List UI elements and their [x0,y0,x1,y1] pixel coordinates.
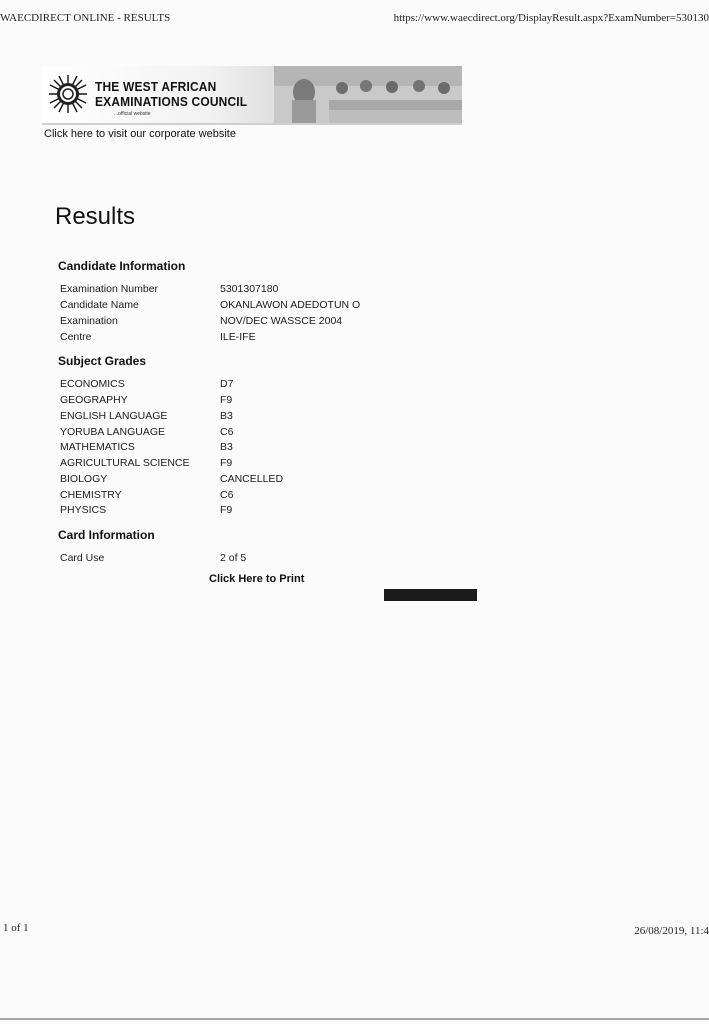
waec-banner[interactable] [42,66,462,124]
subject-name: PHYSICS [60,504,107,516]
banner-tagline: ...official website [114,111,151,117]
field-label: Examination Number [60,283,159,295]
print-link[interactable]: Click Here to Print [209,573,305,585]
subject-grade: F9 [220,394,233,406]
field-label: Examination [60,315,118,327]
redaction-bar [384,589,477,601]
page-title: Results [55,203,136,230]
card-information-heading: Card Information [58,528,155,542]
subject-grade: F9 [220,457,233,469]
candidate-information-heading: Candidate Information [58,259,186,273]
subject-grades-heading: Subject Grades [58,354,147,368]
subject-grade: C6 [220,489,234,501]
banner-divider [42,123,462,125]
subject-name: CHEMISTRY [60,489,122,501]
field-value: ILE-IFE [220,331,256,343]
organization-name: THE WEST AFRICAN EXAMINATIONS COUNCIL [95,79,248,109]
subject-name: ECONOMICS [60,378,125,390]
subject-name: MATHEMATICS [60,441,135,453]
subject-grade: CANCELLED [220,473,284,485]
subject-name: YORUBA LANGUAGE [60,426,166,438]
corporate-website-link[interactable]: Click here to visit our corporate website [44,128,236,140]
field-label: Card Use [60,552,105,564]
field-value: NOV/DEC WASSCE 2004 [220,315,343,327]
print-page-count: 1 of 1 [3,922,29,934]
subject-grade: B3 [220,441,233,453]
subject-name: BIOLOGY [60,473,108,485]
waec-seal-icon [48,74,88,114]
field-label: Centre [60,331,92,343]
subject-name: GEOGRAPHY [60,394,128,406]
field-value: 5301307180 [220,283,279,295]
field-value: OKANLAWON ADEDOTUN O [220,299,361,311]
subject-grade: B3 [220,410,233,422]
field-value: 2 of 5 [220,552,247,564]
print-header-title: WAECDIRECT ONLINE - RESULTS [0,12,171,24]
subject-grade: C6 [220,426,234,438]
print-header [0,12,709,28]
print-header-url: https://www.waecdirect.org/DisplayResult.aspx?ExamNumber=530130 [393,12,709,24]
print-timestamp: 26/08/2019, 11:4 [634,925,709,937]
subject-grade: D7 [220,378,234,390]
print-footer [0,922,709,938]
page-edge [0,1018,709,1020]
classroom-photo [274,66,462,124]
subject-grade: F9 [220,504,233,516]
subject-name: ENGLISH LANGUAGE [60,410,168,422]
field-label: Candidate Name [60,299,139,311]
subject-name: AGRICULTURAL SCIENCE [60,457,190,469]
